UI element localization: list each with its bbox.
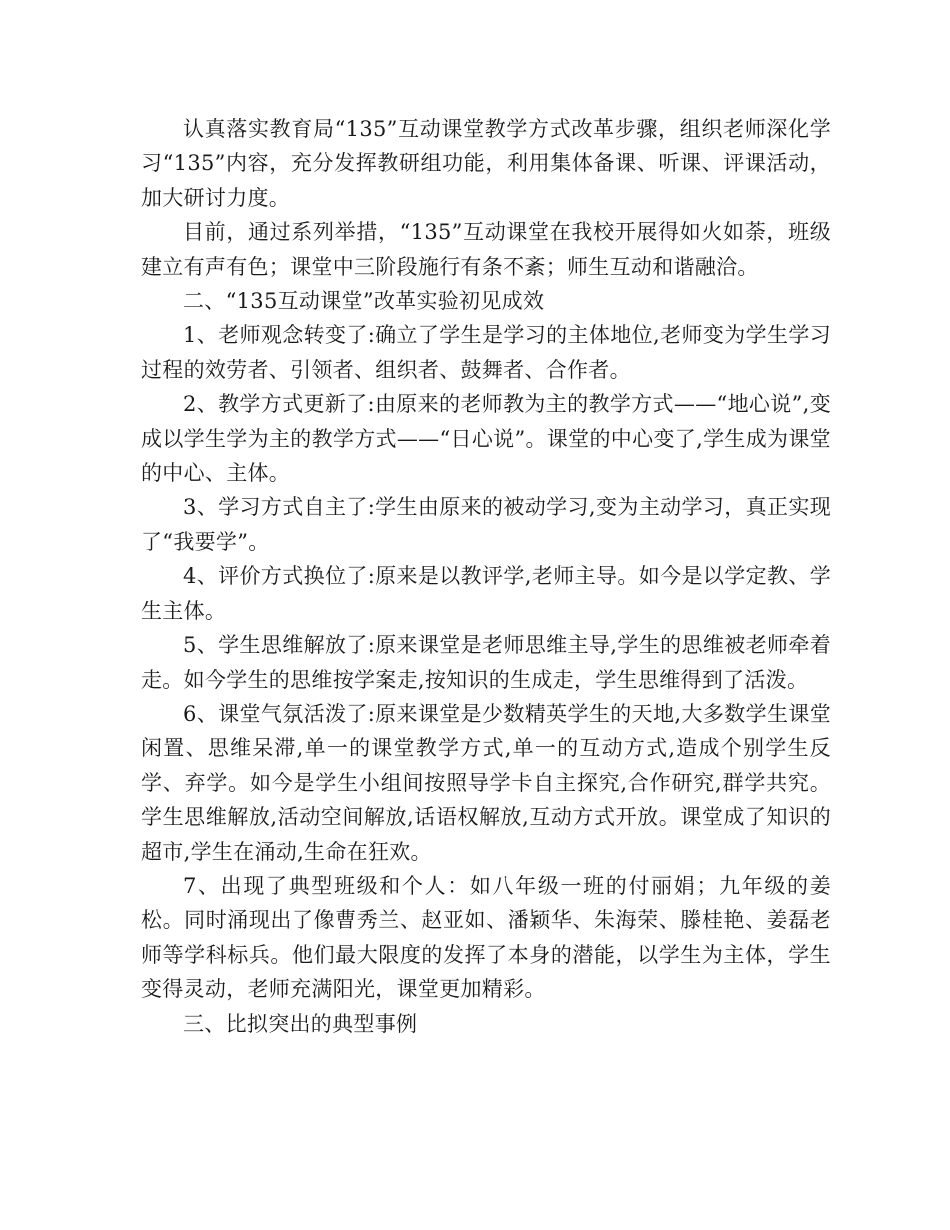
paragraph-item-7: 7、出现了典型班级和个人：如八年级一班的付丽娟；九年级的姜松。同时涌现出了像曹秀兰、赵亚如、潘颖华、朱海荣、滕桂艳、姜磊老师等学科标兵。他们最大限度的发挥了本身的潜能，以学生为主体，学生变得灵动，老师充满阳光，课堂更加精彩。 [141, 873, 831, 1002]
paragraph-item-5: 5、学生思维解放了:原来课堂是老师思维主导,学生的思维被老师牵着走。如今学生的思维按学案走,按知识的生成走，学生思维得到了活泼。 [141, 633, 831, 692]
section-heading-cases: 三、比拟突出的典型事例 [183, 1011, 418, 1036]
paragraph-current-status: 目前，通过系列举措，“135”互动课堂在我校开展得如火如荼，班级建立有声有色；课堂中三阶段施行有条不紊；师生互动和谐融洽。 [141, 220, 831, 279]
paragraph-item-3: 3、学习方式自主了:学生由原来的被动学习,变为主动学习，真正实现了“我要学”。 [141, 495, 831, 554]
document-body [141, 112, 831, 1041]
paragraph-item-4: 4、评价方式换位了:原来是以教评学,老师主导。如今是以学定教、学生主体。 [141, 564, 831, 623]
paragraph-item-1: 1、老师观念转变了:确立了学生是学习的主体地位,老师变为学生学习过程的效劳者、引领者、组织者、鼓舞者、合作者。 [141, 323, 831, 382]
section-heading-results: 二、“135互动课堂”改革实验初见成效 [183, 289, 545, 314]
paragraph-item-6: 6、课堂气氛活泼了:原来课堂是少数精英学生的天地,大多数学生课堂闲置、思维呆滞,单一的课堂教学方式,单一的互动方式,造成个别学生反学、弃学。如今是学生小组间按照导学卡自主探究,合作研究,群学共究。学生思维解放,活动空间解放,话语权解放,互动方式开放。课堂成了知识的超市,学生在涌动,生命在狂欢。 [141, 701, 831, 864]
paragraph-item-2: 2、教学方式更新了:由原来的老师教为主的教学方式——“地心说”,变成以学生学为主的教学方式——“日心说”。课堂的中心变了,学生成为课堂的中心、主体。 [141, 392, 831, 486]
paragraph-implement-reform: 认真落实教育局“135”互动课堂教学方式改革步骤，组织老师深化学习“135”内容，充分发挥教研组功能，利用集体备课、听课、评课活动，加大研讨力度。 [141, 117, 831, 210]
